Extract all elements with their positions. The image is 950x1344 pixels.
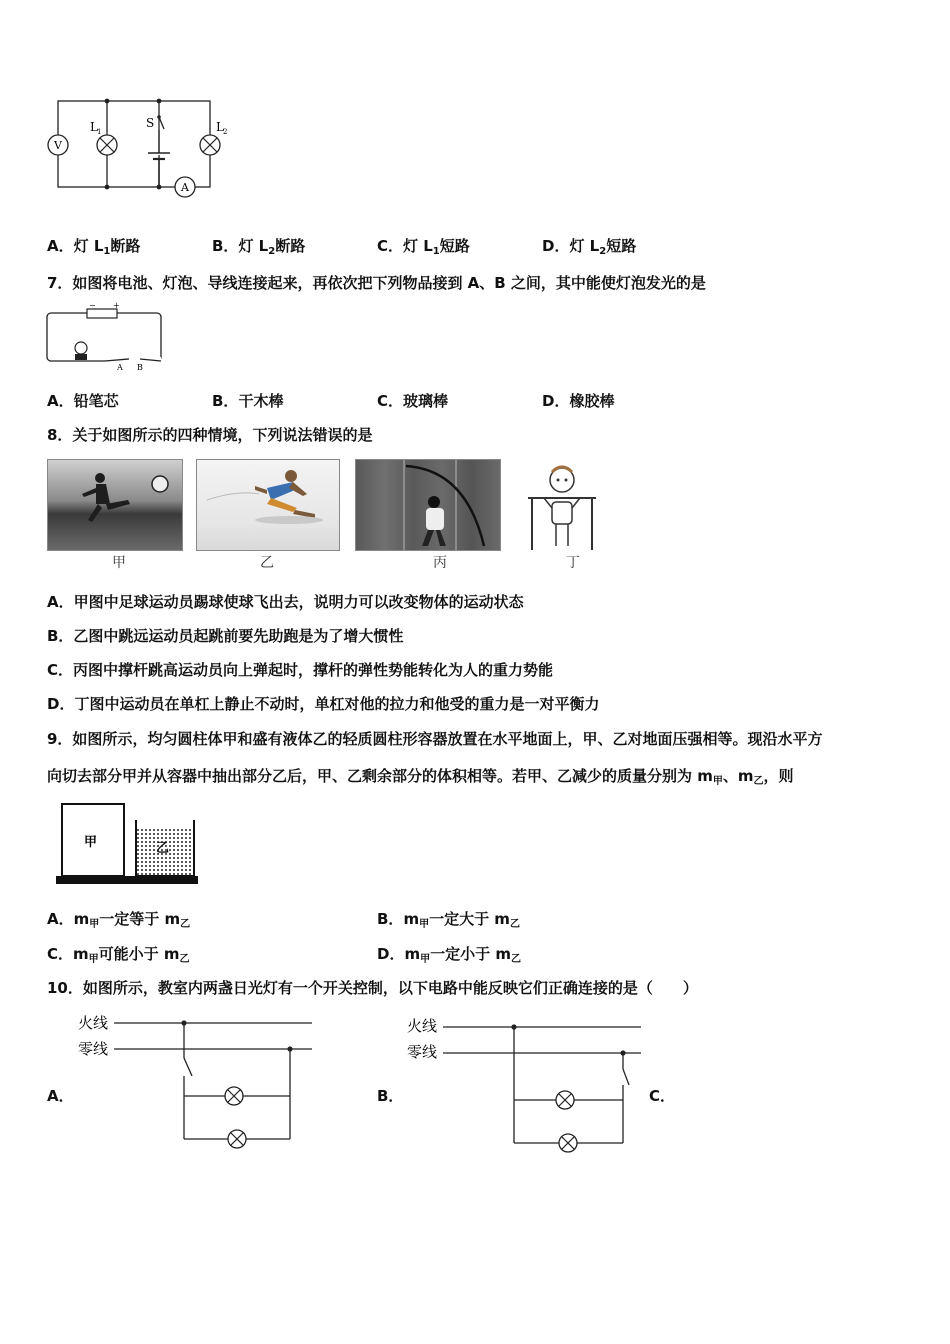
q8-option-d[interactable]: D．丁图中运动员在单杠上静止不动时，单杠对他的拉力和他受的重力是一对平衡力 (47, 695, 600, 713)
q9-option-a[interactable]: A．$m_甲$一定等于 $m_乙$ (47, 910, 191, 930)
q6-option-d[interactable]: D．灯 $L_2$短路 (542, 237, 637, 257)
q6-option-c[interactable]: C．灯 $L_1$短路 (377, 237, 470, 257)
q7-option-c[interactable]: C．玻璃棒 (377, 392, 449, 410)
q9-figure (52, 800, 202, 888)
photo-jia-soccer (47, 459, 183, 551)
q9-option-d[interactable]: D．$m_甲$一定小于 $m_乙$ (377, 945, 521, 965)
battery-icon (148, 130, 170, 187)
q6-circuit-diagram (40, 95, 240, 205)
lamp-l1-icon (90, 120, 117, 155)
voltmeter-icon (48, 135, 68, 155)
bulb-icon (75, 342, 87, 360)
switch-icon (184, 1058, 192, 1076)
svg-text:L: L (216, 120, 224, 134)
q10-stem: 10．如图所示，教室内两盏日光灯有一个开关控制，以下电路中能反映它们正确连接的是（ ） (47, 979, 698, 997)
battery-icon (87, 301, 120, 318)
q8-option-b[interactable]: B．乙图中跳远运动员起跳前要先助跑是为了增大惯性 (47, 627, 404, 645)
photo-ding-horizontal-bar (522, 458, 602, 552)
svg-text:火线: 火线 (78, 1014, 109, 1032)
q7-option-a[interactable]: A．铅笔芯 (47, 392, 119, 410)
q10-circuit-b (405, 1013, 645, 1158)
lamp-l2-icon (200, 120, 227, 155)
svg-text:V: V (54, 139, 62, 152)
svg-text:2: 2 (223, 128, 228, 136)
q10-option-c[interactable]: C． (649, 1087, 676, 1105)
q7-stem: 7．如图将电池、灯泡、导线连接起来，再依次把下列物品接到 A、B 之间，其中能使灯泡发光的是 (47, 274, 706, 292)
q10-option-a[interactable]: A． (47, 1087, 74, 1105)
caption-jia: 甲 (112, 555, 126, 571)
q6-option-b[interactable]: B．灯 $L_2$断路 (212, 237, 306, 257)
q6-option-a[interactable]: A．灯 $L_1$断路 (47, 237, 141, 257)
svg-text:B: B (137, 363, 143, 372)
q7-option-b[interactable]: B．干木棒 (212, 392, 284, 410)
svg-text:甲: 甲 (84, 835, 98, 850)
ammeter-icon (175, 177, 195, 197)
svg-text:零线: 零线 (78, 1040, 109, 1058)
lamp-icon (556, 1091, 574, 1109)
lamp-icon (228, 1130, 246, 1148)
q8-option-a[interactable]: A．甲图中足球运动员踢球使球飞出去，说明力可以改变物体的运动状态 (47, 593, 524, 611)
svg-text:L: L (90, 120, 98, 134)
caption-yi: 乙 (260, 555, 274, 571)
q9-option-b[interactable]: B．$m_甲$一定大于 $m_乙$ (377, 910, 520, 930)
svg-text:火线: 火线 (407, 1017, 438, 1035)
lamp-icon (225, 1087, 243, 1105)
caption-ding: 丁 (566, 555, 580, 571)
q7-circuit-diagram (45, 303, 165, 373)
photo-yi-long-jump (196, 459, 340, 551)
switch-icon (623, 1069, 629, 1085)
gymnast-icon (544, 467, 580, 546)
svg-text:1: 1 (97, 128, 102, 136)
q8-stem: 8．关于如图所示的四种情境，下列说法错误的是 (47, 426, 373, 444)
svg-text:−: − (89, 301, 96, 310)
photo-bing-pole-vault (355, 459, 501, 551)
q9-option-c[interactable]: C．$m_甲$可能小于 $m_乙$ (47, 945, 190, 965)
svg-text:A: A (117, 363, 123, 372)
svg-text:A: A (181, 181, 189, 194)
q9-stem-line1: 9．如图所示，均匀圆柱体甲和盛有液体乙的轻质圆柱形容器放置在水平地面上，甲、乙对地面压强相等。现沿水平方 (47, 730, 823, 748)
svg-text:零线: 零线 (407, 1043, 438, 1061)
svg-text:乙: 乙 (156, 841, 170, 856)
switch-s-icon (146, 115, 164, 130)
caption-bing: 丙 (433, 555, 447, 571)
q9-stem-line2: 向切去部分甲并从容器中抽出部分乙后，甲、乙剩余部分的体积相等。若甲、乙减少的质量分别为 $m_甲$、$m_乙$，则 (47, 767, 794, 787)
pole-vaulter-icon (422, 496, 446, 546)
svg-text:S: S (146, 116, 155, 130)
soccer-player-icon (82, 473, 130, 522)
long-jumper-icon (255, 470, 315, 518)
svg-text:+: + (113, 301, 120, 310)
q10-option-b[interactable]: B． (377, 1087, 404, 1105)
lamp-icon (559, 1134, 577, 1152)
q10-circuit-a (76, 1010, 316, 1152)
q8-option-c[interactable]: C．丙图中撑杆跳高运动员向上弹起时，撑杆的弹性势能转化为人的重力势能 (47, 661, 554, 679)
pole-icon (406, 466, 484, 546)
soccer-ball-icon (152, 476, 168, 492)
q7-option-d[interactable]: D．橡胶棒 (542, 392, 615, 410)
